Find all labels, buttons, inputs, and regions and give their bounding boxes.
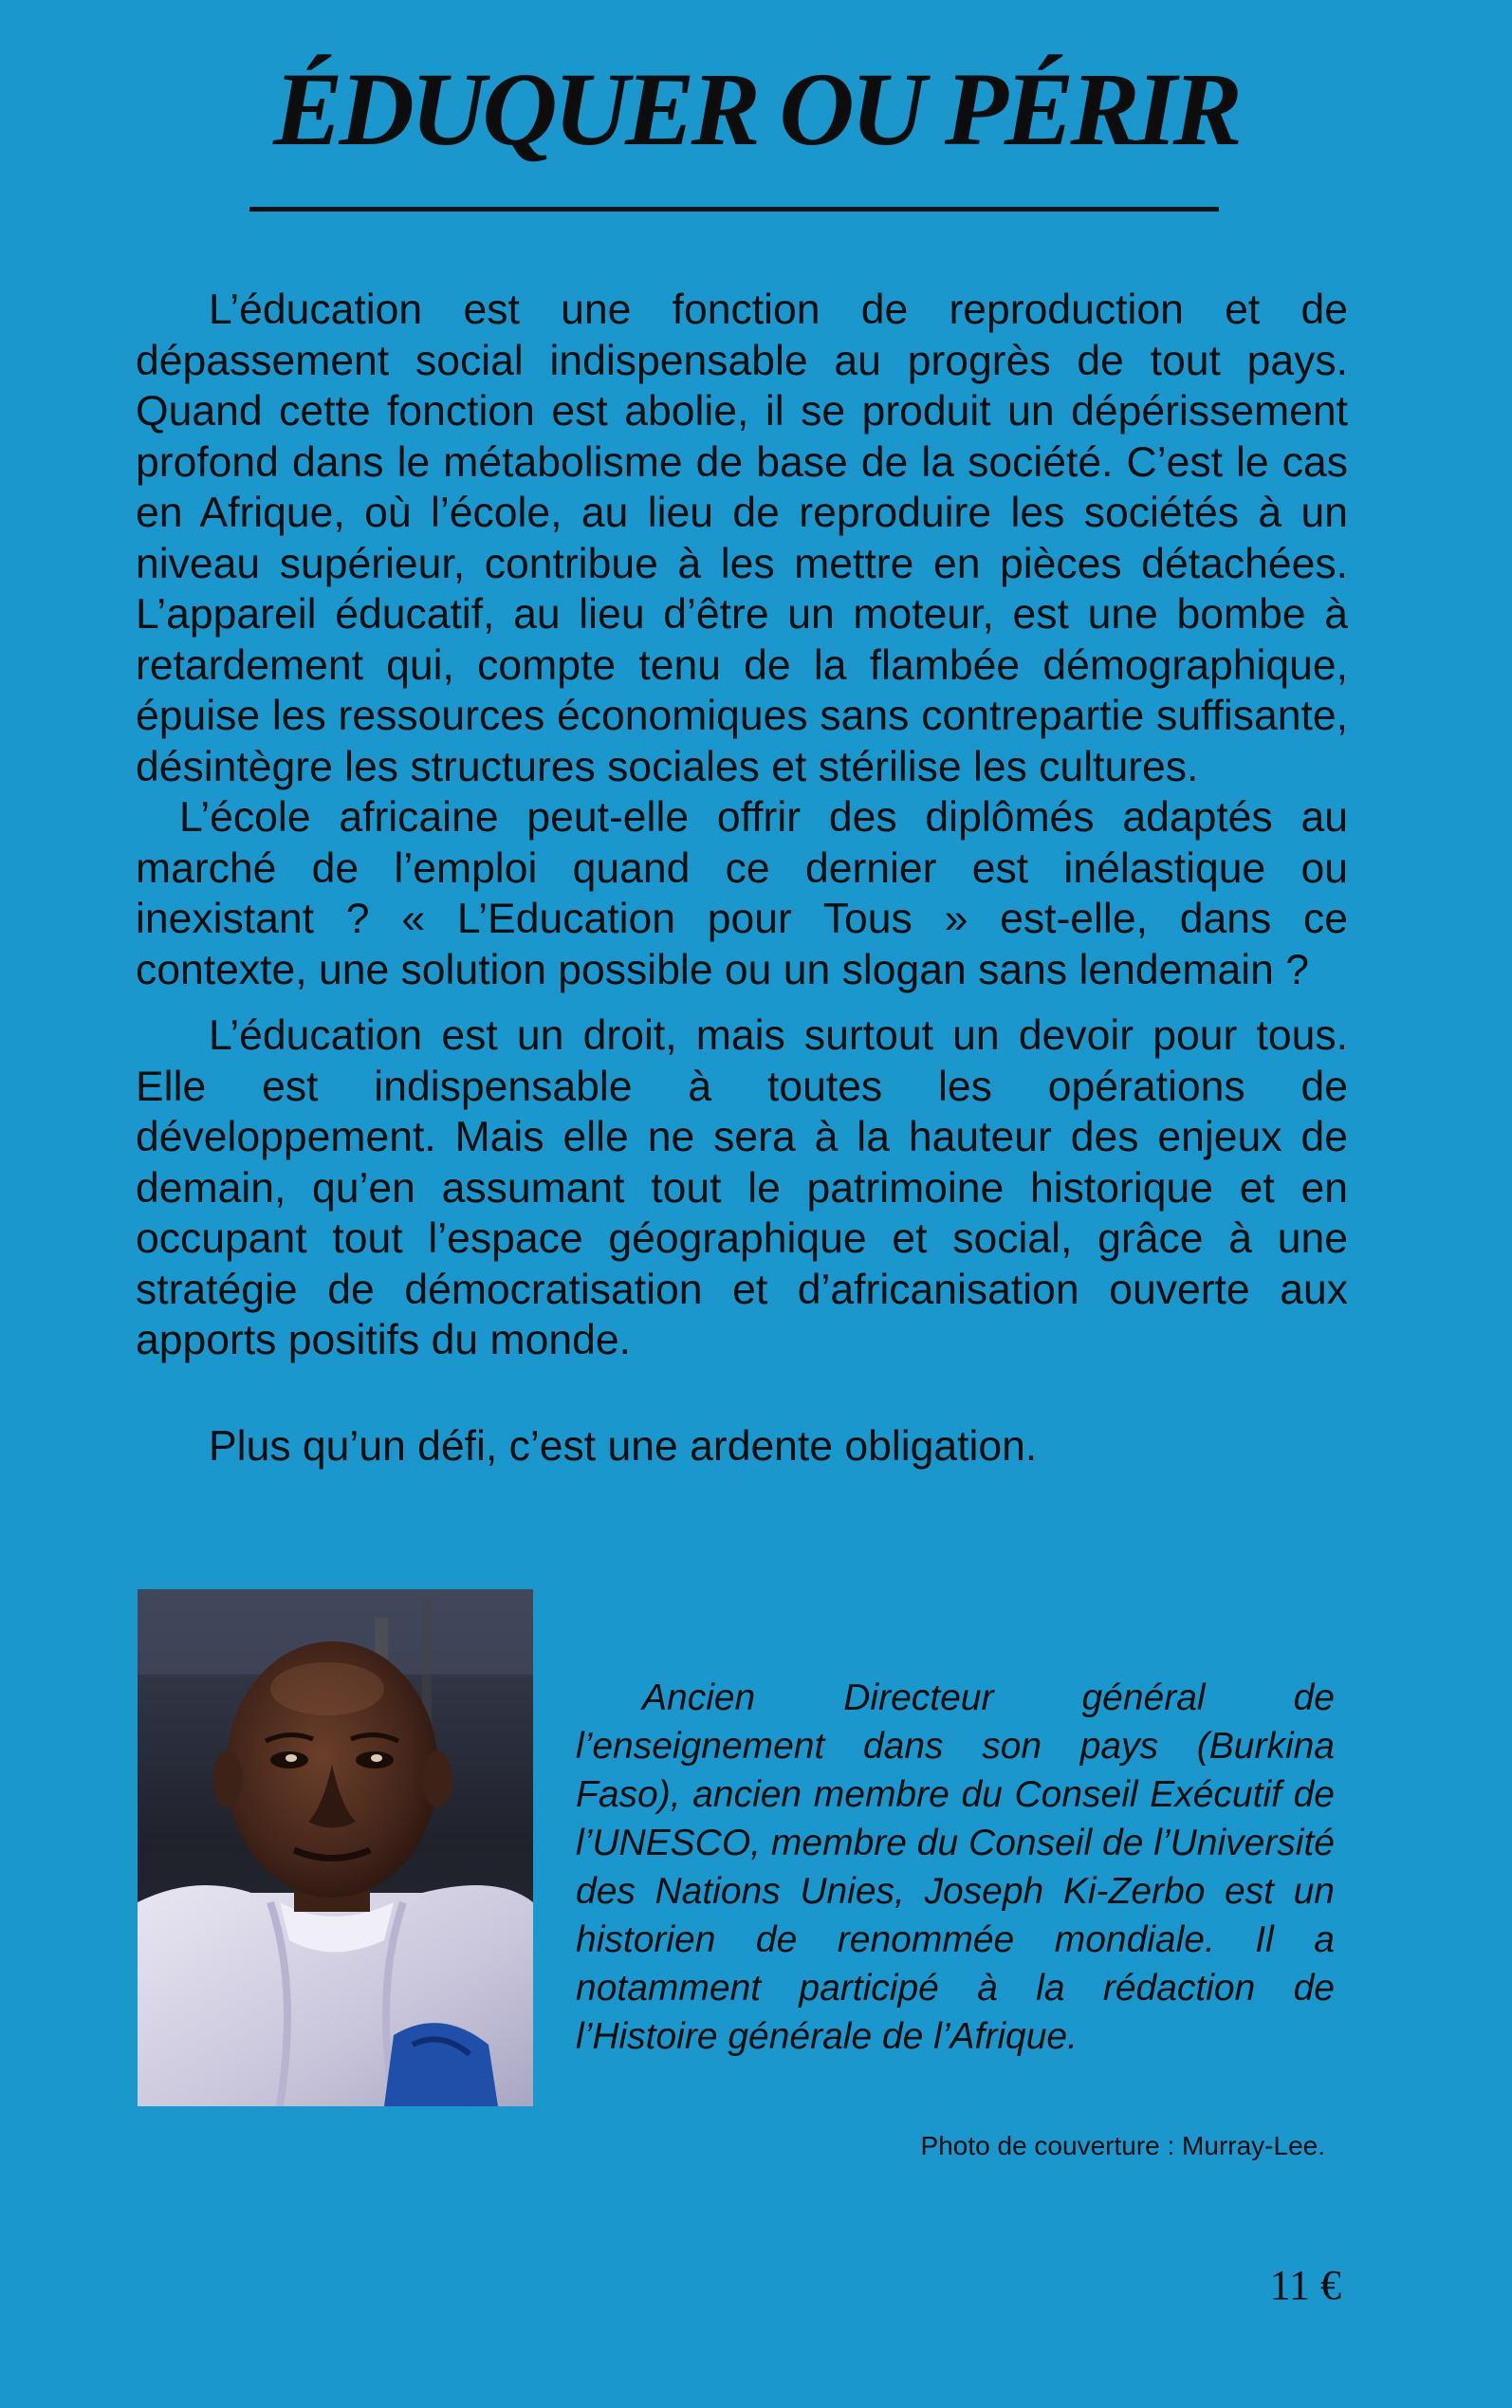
title-divider — [249, 207, 1219, 212]
blurb-paragraph-2: L’école africaine peut-elle offrir des diplômés adaptés au marché de l’emploi quand ce dernier est inélastique ou inexistant ? « L’Education pour Tous » est-elle, dans ce contexte, une solution possible ou un slogan sans lendemain ? — [136, 794, 1348, 993]
author-photo — [138, 1589, 533, 2106]
price: 11 € — [1269, 2262, 1341, 2308]
book-title: ÉDUQUER OU PÉRIR — [273, 51, 1239, 167]
blurb-closing-line: Plus qu’un défi, c’est une ardente obligation. — [209, 1422, 1038, 1470]
author-portrait-illustration — [138, 1589, 533, 2106]
blurb-text — [136, 285, 1348, 1472]
author-bio: Ancien Directeur général de l’enseignement dans son pays (Burkina Faso), ancien membre du Conseil Exécutif de l’UNESCO, membre du Conseil de l’Université des Nations Unies, Joseph Ki-Zerbo est un historien de renommée mondiale. Il a notamment participé à la rédaction de l’Histoire générale de l’Afrique. — [576, 1677, 1335, 2057]
blurb-paragraph-3: L’éducation est un droit, mais surtout un devoir pour tous. Elle est indispensable à toutes les opérations de développement. Mais elle ne sera à la hauteur des enjeux de demain, qu’en assumant tout le patrimoine historique et en occupant tout l’espace géographique et social, grâce à une stratégie de démocratisation et d’africanisation ouverte aux apports positifs du monde. — [136, 1012, 1348, 1363]
blurb-paragraph-1: L’éducation est une fonction de reproduction et de dépassement social indispensable au progrès de tout pays. Quand cette fonction est abolie, il se produit un dépérissement profond dans le métabolisme de base de la société. C’est le cas en Afrique, où l’école, au lieu de reproduire les sociétés à un niveau supérieur, contribue à les mettre en pièces détachées. L’appareil éducatif, au lieu d’être un moteur, est une bombe à retardement qui, compte tenu de la flambée démographique, épuise les ressources économiques sans contrepartie suffisante, désintègre les structures sociales et stérilise les cultures. — [136, 287, 1348, 790]
photo-credit: Photo de couverture : Murray-Lee. — [920, 2131, 1325, 2160]
